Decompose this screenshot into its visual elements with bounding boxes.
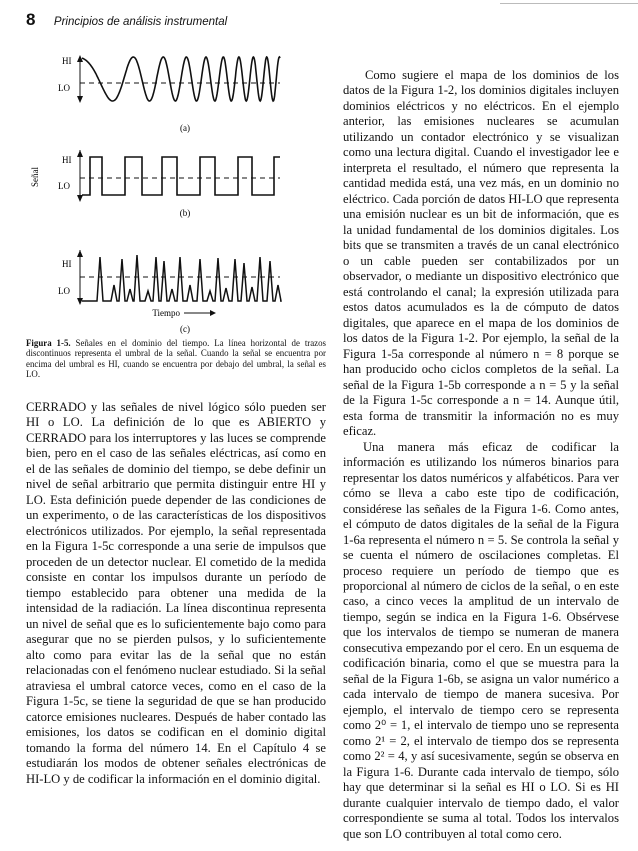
- right-column: [343, 68, 619, 842]
- panel-b-label: (b): [179, 208, 191, 218]
- x-axis-arrow: [184, 310, 216, 316]
- panel-b-hi-label: HI: [62, 155, 72, 165]
- page-header: [26, 10, 227, 30]
- panel-b-signal: [82, 157, 280, 195]
- running-title: Principios de análisis instrumental: [53, 16, 228, 28]
- panel-a-label: (a): [180, 123, 190, 133]
- left-column: [26, 400, 326, 787]
- panel-b-lo-label: LO: [58, 181, 70, 191]
- left-paragraph: CERRADO y las señales de nivel lógico sólo pueden ser HI o LO. La definición de lo que es ABIERTO y CERRADO para los interruptores y las luces se comprende bien, pero en el caso de las señales eléctricas, así como en el de las señales de dominio del tiempo, se debe definir un nivel de señal arbitrario que permita distinguir entre HI y LO. Esta definición puede depender de las condiciones de un experimento, o de las características de los dispositivos electrónicos utilizados. Por ejemplo, la señal representada en la Figura 1-5c corresponde a una serie de impulsos que proceden de un detector nuclear. El cometido de la medida consiste en contar los impulsos durante un período de tiempo establecido para obtener una medida de la intensidad de la radiación. La línea discontinua representa un nivel de señal que es lo suficientemente bajo como para asegurar que no se pierden pulsos, y lo suficientemente alto como para evitar las de la señal que no están relacionadas con el fenómeno nuclear estudiado. Si la señal atraviesa el umbral catorce veces, como en el caso de la Figura 1-5c, se tiene la seguridad de que se han producido catorce emisiones nucleares. Después de haber contado las emisiones, los datos se codifican en el dominio digital tomando la forma del número 14. En el Capítulo 4 se estudiarán los modos de obtener señales electrónicas de HI-LO y de codificar la información en el dominio digital.: [26, 400, 326, 786]
- top-rule: [500, 3, 638, 4]
- panel-c: [58, 250, 281, 334]
- panel-c-lo-label: LO: [58, 286, 70, 296]
- panel-a: [58, 56, 280, 133]
- figure-caption-label: Figura 1-5.: [26, 338, 71, 348]
- y-axis-label: Señal: [30, 167, 40, 187]
- panel-b: [58, 150, 280, 218]
- panel-a-signal: [82, 57, 280, 101]
- panel-c-hi-label: HI: [62, 259, 72, 269]
- figure-caption-text: Señales en el dominio del tiempo. La línea horizontal de trazos discontinuos representa el umbral de la señal. Cuando la señal se encuentra por encima del umbral es HI, cuando se encuentra por debajo del umbral, la señal es LO.: [26, 338, 327, 380]
- page-number: 8: [26, 10, 36, 29]
- x-axis-label: Tiempo: [152, 308, 180, 318]
- panel-a-lo-label: LO: [58, 83, 70, 93]
- panel-a-hi-label: HI: [62, 56, 72, 66]
- figure-caption: [26, 338, 326, 380]
- figure-1-5: [30, 45, 325, 335]
- panel-c-signal: [82, 255, 281, 301]
- right-paragraph-1: Como sugiere el mapa de los dominios de los datos de la Figura 1-2, los dominios digitales incluyen dominios eléctricos y no eléctricos. En el ejemplo anterior, las emisiones nucleares se acumulan utilizando un contador electrónico y se visualizan como una lectura digital. Cuando el investigador lee e interpreta el resultado, el número que representa la cantidad medida está, una vez más, en un dominio no eléctrico. Cada porción de datos HI-LO que representa una emisión nuclear es un bit de información, que es la unidad fundamental de los dominios digitales. Los bits que se transmiten a través de un canal electrónico o un cable pueden ser contabilizados por un observador, o mediante un dispositivo electrónico que está controlando el canal; la expresión utilizada para estos datos acumulados es la de cómputo de datos digitales, que aparece en el mapa de los dominios de los datos de la Figura 1-2. Por ejemplo, la señal de la Figura 1-5a corresponde al número n = 8 porque se han producido ocho ciclos completos de la señal. La señal de la Figura 1-5b corresponde a n = 5 y la señal de la Figura 1-5c corresponde a n = 14. Aunque útil, esta forma de transmitir la información no es muy eficaz.: [343, 68, 619, 439]
- panel-c-label: (c): [180, 324, 190, 334]
- right-paragraph-2: Una manera más eficaz de codificar la información es utilizando los números binarios para representar los datos numéricos y alfabéticos. Para ver cómo se lleva a cabo este tipo de codificación, considérese las señales de la Figura 1-6. Como antes, el cómputo de datos digitales de la señal de la Figura 1-6a representa el número n = 5. Se controla la señal y se cuenta el número de oscilaciones completas. El proceso requiere un período de tiempo que es proporcional al número de ciclos de la señal, o en este caso, a cinco veces la amplitud de un intervalo de tiempo, según se indica en la Figura 1-6. Obsérvese que los intervalos de tiempo se numeran de manera consecutiva empezando por el cero. En un esquema de codificación binaria, como el que se muestra para la señal de la Figura 1-6b, se asigna un valor numérico a cada intervalo de tiempo de manera sucesiva. Por ejemplo, el intervalo de tiempo cero se representa como 2⁰ = 1, el intervalo de tiempo uno se representa como 2¹ = 2, el intervalo de tiempo dos se representa como 2² = 4, y así sucesivamente, según se observa en la Figura 1-6. Durante cada intervalo de tiempo, sólo hay que determinar si la señal es HI o LO. Si es HI durante cualquier intervalo de tiempo dado, el valor correspondiente se suma al total. Todos los intervalos que son LO contribuyen al total como cero.: [343, 439, 619, 841]
